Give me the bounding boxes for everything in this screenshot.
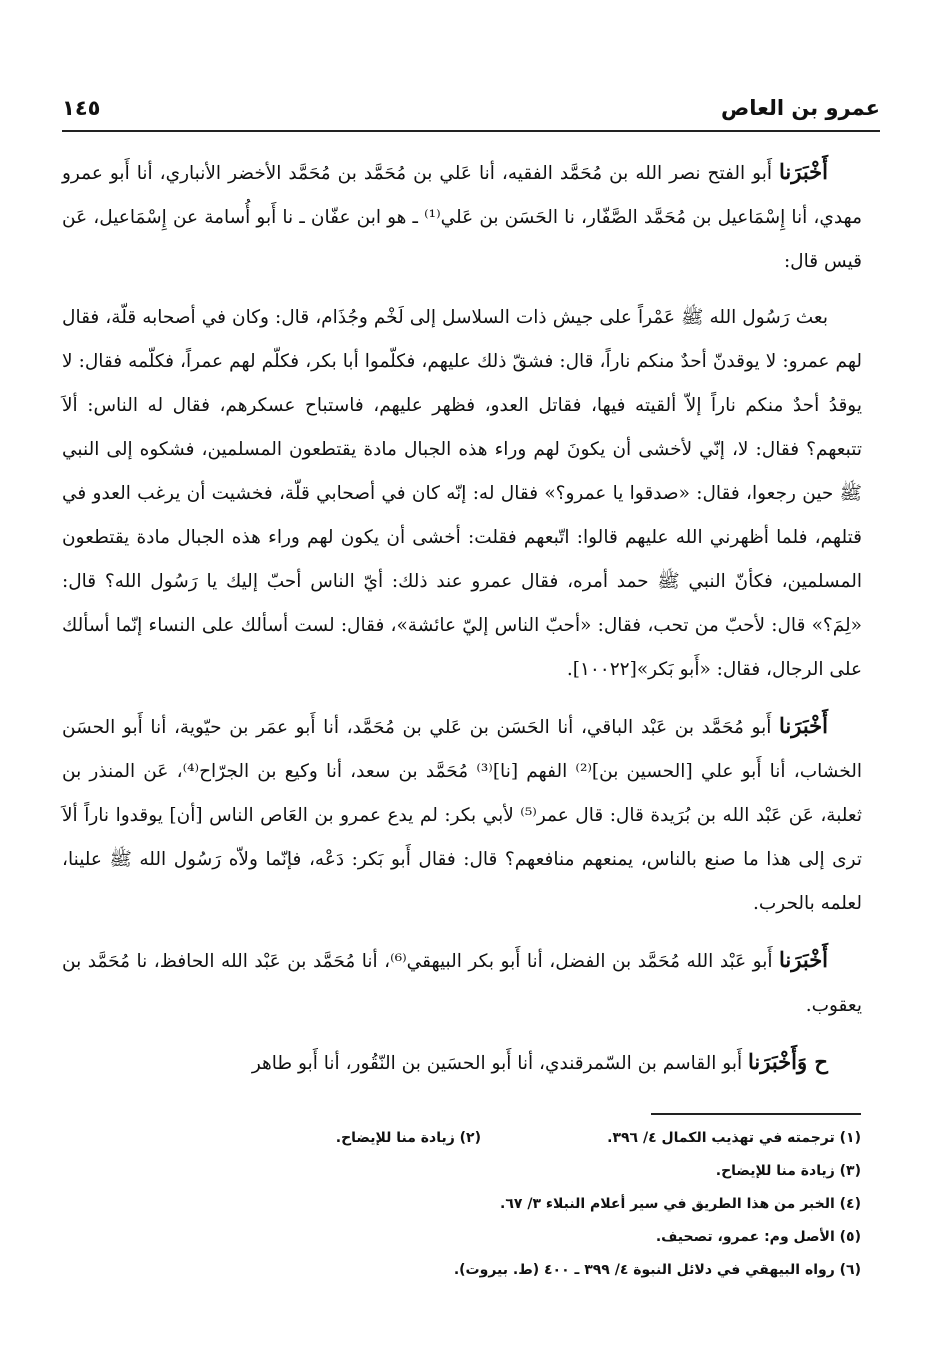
- paragraph-text: بعث رَسُول الله ﷺ عَمْراً على جيش ذات السلاسل إلى لَخْم وجُذَام، قال: وكان في أصحابه قلّة، فقال لهم عمرو: لا يوقدنّ أحدٌ منكم ناراً، قال: فشقّ ذلك عليهم، فكلّموا أبا بكر، فكلّم لهم عمراً، فكلّمه فقال: لا يوقدُ أحدٌ منكم ناراً إلاّ ألقيته فيها، فقاتل العدو، فظهر عليهم، فاستباح عسكرهم، فقال له الناس: ألاَ تتبعهم؟ فقال: لا، إنّي لأخشى أن يكونَ لهم وراء هذه الجبال مادة يقتطعون المسلمين، فشكوه إلى النبي ﷺ حين رجعوا، فقال: «صدقوا يا عمرو؟» فقال له: إنّه كان في أصحابي قلّة، فخشيت أن يرغب العدو في قتلهم، فلما أظهرني الله عليهم قالوا: اتّبعهم فقلت: أخشى أن يكون لهم وراء هذه الجبال مادة يقتطعون المسلمين، فكأنّ النبي ﷺ حمد أمره، فقال عمرو عند ذلك: أيّ الناس أحبّ إليك يا رَسُول الله؟ قال: «لِمَ؟» قال: لأحبّ من تحب، فقال: «أحبّ الناس إليّ عائشة»، فقال: لست أسألك على النساء إنّما أسألك على الرجال، فقال: «أَبو بَكر»[١٠٠٢٢].: [62, 307, 862, 680]
- paragraph-text: أَبو مُحَمَّد بن عَبْد الباقي، أنا الحَسَن بن عَلي بن مُحَمَّد، أنا أَبو عمَر بن حيّوية، أنا أَبو الحسَن الخشاب، أنا أَبو علي [الحسين بن]⁽²⁾ الفهم [نا]⁽³⁾ مُحَمَّد بن سعد، أنا وكيع بن الجرّاح⁽⁴⁾، عَن المنذر بن ثعلبة، عَن عَبْد الله بن بُرَيدة قال: قال عمر⁽⁵⁾ لأبي بكر: لم يدع عمرو بن العَاص الناس [أن] يوقدوا ناراً ألاَ ترى إلى هذا ما صنع بالناس، يمنعهم منافعهم؟ قال: فقال أَبو بَكر: دَعْه، فإنّما ولاّه رَسُول الله ﷺ علينا، لعلمه بالحرب.: [62, 717, 862, 914]
- running-title: عمرو بن العاص: [720, 96, 880, 120]
- footnote-4: (٤) الخبر من هذا الطريق في سير أعلام النبلاء ٣/ ٦٧.: [500, 1196, 861, 1212]
- footnote-2: (٢) زيادة منا للإيضاح.: [335, 1130, 481, 1146]
- isnad-keyword: أَخْبَرَنا: [779, 713, 828, 738]
- page-header: [62, 92, 880, 132]
- main-text: [62, 150, 862, 1098]
- isnad-keyword: ح وَأَخْبَرَنا: [748, 1049, 828, 1074]
- footnote-6: (٦) رواه البيهقي في دلائل النبوة ٤/ ٣٩٩ ـ ٤٠٠ (ط. بيروت).: [453, 1262, 861, 1278]
- paragraph-4: [62, 938, 862, 1028]
- footnote-row: [81, 1122, 861, 1155]
- footnote-rule: [651, 1113, 861, 1115]
- footnotes: [81, 1122, 861, 1287]
- footnote-3: (٣) زيادة منا للإيضاح.: [715, 1163, 861, 1179]
- paragraph-text: أَبو عَبْد الله مُحَمَّد بن الفضل، أنا أَبو بكر البيهقي⁽⁶⁾، أنا مُحَمَّد بن عَبْد الله الحافظ، نا مُحَمَّد بن يعقوب.: [62, 951, 862, 1016]
- footnote-5: (٥) الأصل وم: عمرو، تصحيف.: [655, 1229, 861, 1245]
- footnote-1: (١) ترجمته في تهذيب الكمال ٤/ ٣٩٦.: [607, 1130, 861, 1146]
- paragraph-text: أَبو القاسم بن السّمرقندي، أنا أَبو الحسَين بن النّقُور، أنا أَبو طاهر: [251, 1053, 748, 1074]
- paragraph-text: أَبو الفتح نصر الله بن مُحَمَّد الفقيه، أنا عَلي بن مُحَمَّد بن مُحَمَّد الأخضر الأنباري، أنا أَبو عمرو مهدي، أنا إِسْمَاعيل بن مُحَمَّد الصَّفّار، نا الحَسَن بن عَلي⁽¹⁾ ـ هو ابن عفّان ـ نا أَبو أُسامة عن إِسْمَاعيل، عَن قيس قال:: [62, 163, 862, 272]
- header-rule: [62, 130, 880, 132]
- isnad-keyword: أَخْبَرَنا: [779, 947, 829, 972]
- paragraph-3: [62, 704, 862, 926]
- page-number: ١٤٥: [62, 96, 101, 120]
- paragraph-1: [62, 150, 862, 284]
- isnad-keyword: أَخْبَرَنا: [779, 159, 828, 184]
- paragraph-5: [62, 1040, 862, 1086]
- paragraph-2: [62, 296, 862, 692]
